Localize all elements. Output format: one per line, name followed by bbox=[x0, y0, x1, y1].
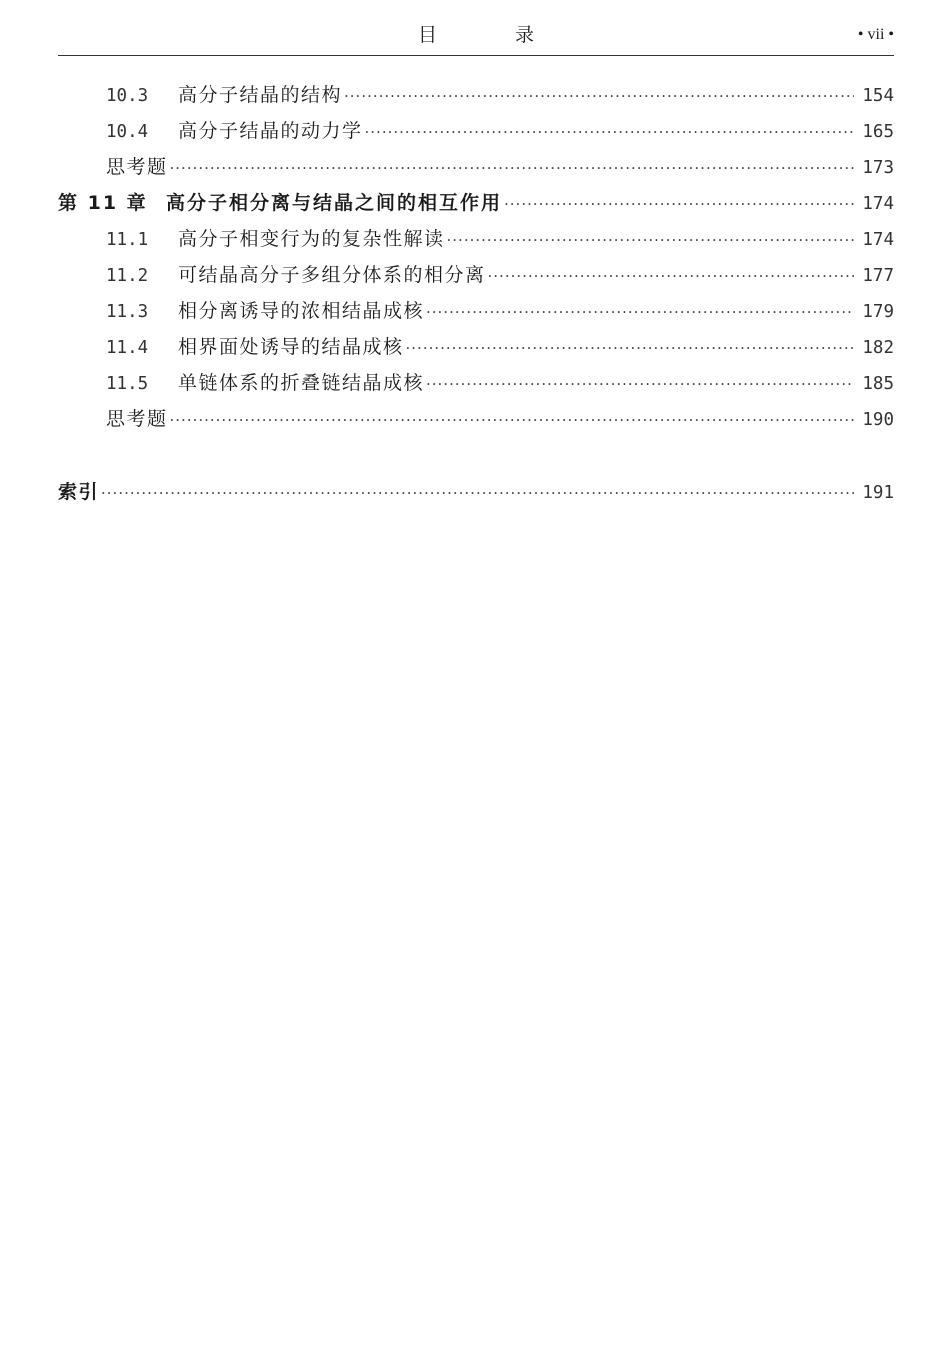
section-number: 10.4 bbox=[106, 122, 149, 142]
section-number: 11.5 bbox=[106, 374, 149, 394]
dot-leader bbox=[504, 186, 854, 222]
page-number: 154 bbox=[862, 86, 894, 106]
page-number: 191 bbox=[862, 483, 894, 503]
toc-entry-11-1[interactable] bbox=[58, 221, 894, 257]
section-number: 10.3 bbox=[106, 86, 149, 106]
dot-leader bbox=[101, 475, 854, 511]
running-header bbox=[58, 0, 894, 56]
dot-leader bbox=[426, 366, 854, 402]
section-title: 可结晶高分子多组分体系的相分离 bbox=[178, 264, 486, 286]
dot-leader bbox=[365, 114, 854, 150]
dot-leader bbox=[426, 294, 854, 330]
section-title: 高分子结晶的结构 bbox=[178, 84, 343, 106]
toc-entry-10-3[interactable] bbox=[58, 77, 894, 113]
section-title: 思考题 bbox=[106, 408, 168, 430]
section-title: 高分子结晶的动力学 bbox=[178, 120, 363, 142]
page-number: 177 bbox=[862, 266, 894, 286]
index-title: 索引 bbox=[58, 481, 100, 503]
toc-entry-10-4[interactable] bbox=[58, 113, 894, 149]
table-of-contents bbox=[58, 77, 894, 510]
toc-entry-11-4[interactable] bbox=[58, 329, 894, 365]
toc-entry-questions-11[interactable] bbox=[58, 401, 894, 437]
page-number: 190 bbox=[862, 410, 894, 430]
page-number: 174 bbox=[862, 194, 894, 214]
dot-leader bbox=[170, 402, 854, 438]
dot-leader bbox=[488, 258, 854, 294]
toc-entry-chapter-11[interactable] bbox=[58, 185, 894, 221]
dot-leader bbox=[170, 150, 854, 186]
page-number: 185 bbox=[862, 374, 894, 394]
dot-leader bbox=[344, 78, 854, 114]
page-number: 179 bbox=[862, 302, 894, 322]
section-number: 11.3 bbox=[106, 302, 149, 322]
toc-entry-11-3[interactable] bbox=[58, 293, 894, 329]
page-number: 165 bbox=[862, 122, 894, 142]
section-title: 思考题 bbox=[106, 156, 168, 178]
page-number: 173 bbox=[862, 158, 894, 178]
toc-entry-index[interactable] bbox=[58, 474, 894, 510]
page-number: 182 bbox=[862, 338, 894, 358]
section-number: 11.1 bbox=[106, 230, 149, 250]
header-title: 目 录 bbox=[417, 24, 571, 46]
toc-entry-11-2[interactable] bbox=[58, 257, 894, 293]
page-number: 174 bbox=[862, 230, 894, 250]
header-page-number: • vii • bbox=[857, 26, 894, 43]
dot-leader bbox=[447, 222, 854, 258]
chapter-label: 第 11 章 bbox=[58, 192, 148, 214]
toc-entry-questions-10[interactable] bbox=[58, 149, 894, 185]
toc-entry-11-5[interactable] bbox=[58, 365, 894, 401]
section-title: 相分离诱导的浓相结晶成核 bbox=[178, 300, 425, 322]
section-title: 高分子相变行为的复杂性解读 bbox=[178, 228, 445, 250]
section-number: 11.2 bbox=[106, 266, 149, 286]
section-title: 相界面处诱导的结晶成核 bbox=[178, 336, 404, 358]
dot-leader bbox=[406, 330, 854, 366]
section-title: 单链体系的折叠链结晶成核 bbox=[178, 372, 425, 394]
chapter-title: 高分子相分离与结晶之间的相互作用 bbox=[166, 192, 503, 214]
section-number: 11.4 bbox=[106, 338, 149, 358]
